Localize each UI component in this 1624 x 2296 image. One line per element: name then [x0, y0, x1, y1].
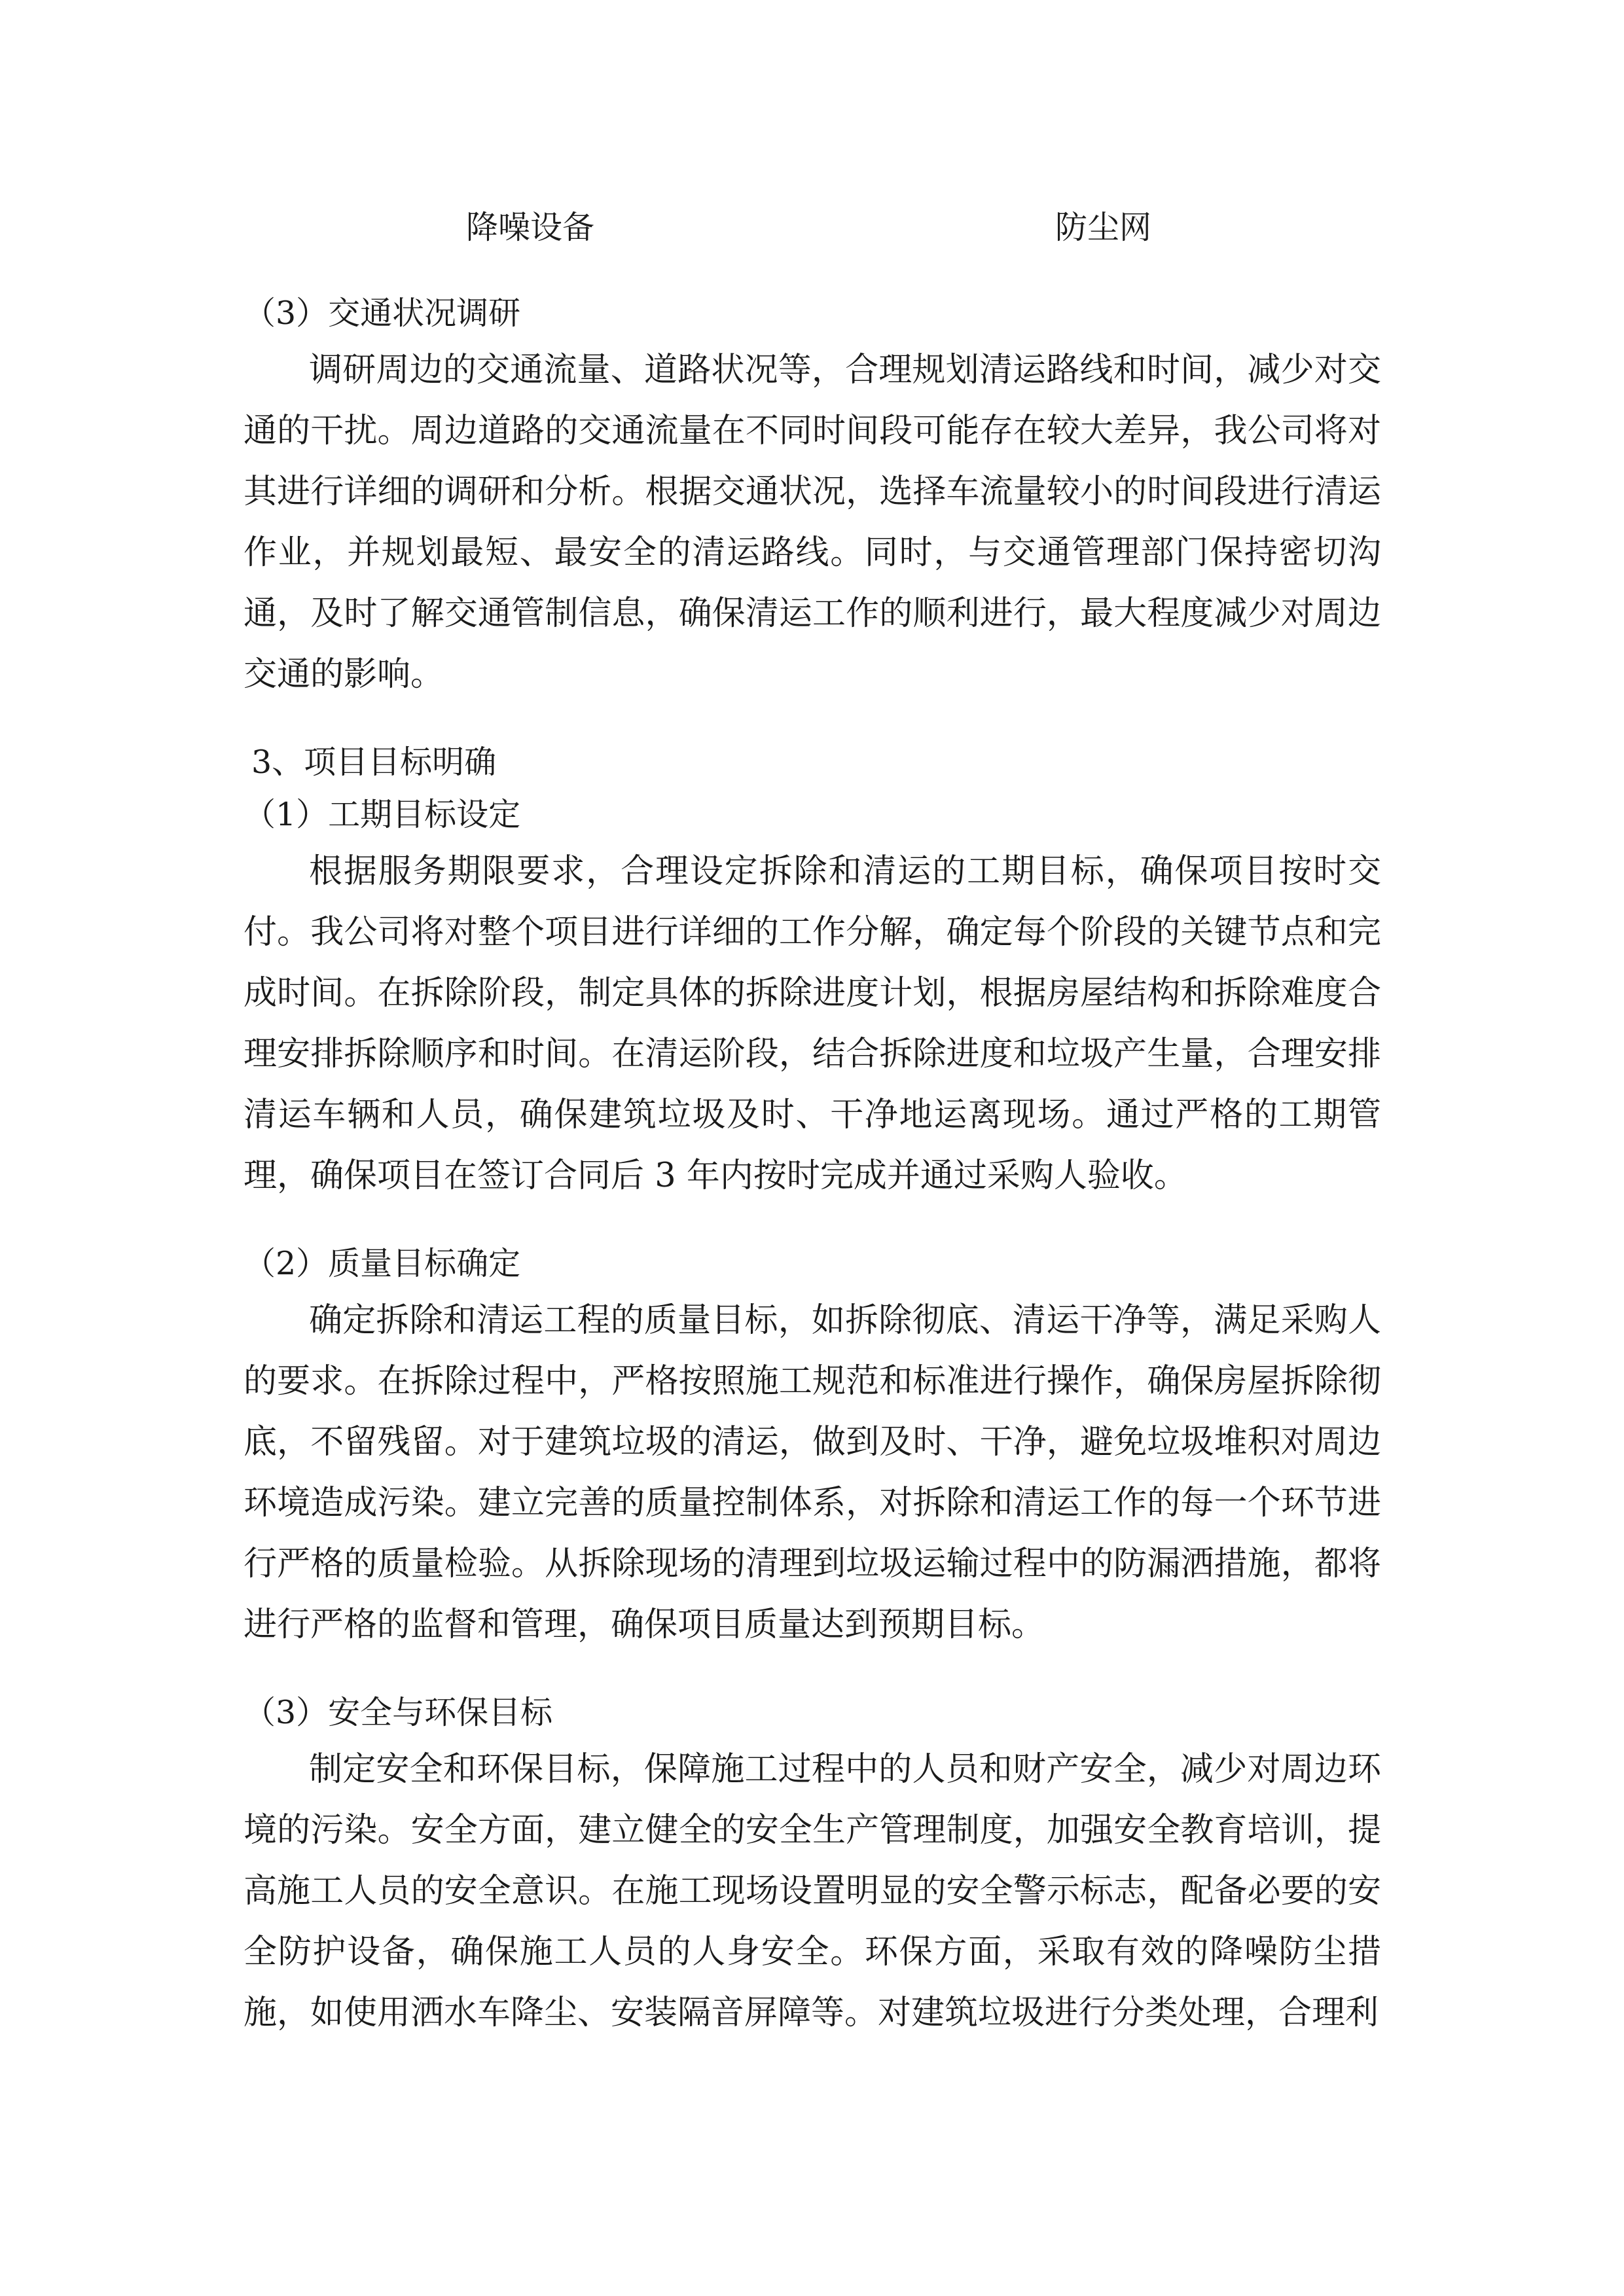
- image-caption-noise-equipment: 降噪设备: [466, 209, 595, 246]
- heading-quality-goal: （2）质量目标确定: [244, 1245, 521, 1282]
- heading-safety-environment-goal: （3）安全与环保目标: [244, 1694, 553, 1731]
- image-caption-dust-net: 防尘网: [1055, 209, 1152, 246]
- heading-project-goals: 3、项目目标明确: [251, 744, 497, 781]
- document-body: [244, 284, 1381, 2043]
- paragraph-schedule-goal: 根据服务期限要求，合理设定拆除和清运的工期目标，确保项目按时交付。我公司将对整个项目进行详细的工作分解，确定每个阶段的关键节点和完成时间。在拆除阶段，制定具体的拆除进度计划，根据房屋结构和拆除难度合理安排拆除顺序和时间。在清运阶段，结合拆除进度和垃圾产生量，合理安排清运车辆和人员，确保建筑垃圾及时、干净地运离现场。通过严格的工期管理，确保项目在签订合同后 3 年内按时完成并通过采购人验收。: [244, 852, 1381, 1195]
- paragraph-traffic-survey: 调研周边的交通流量、道路状况等，合理规划清运路线和时间，减少对交通的干扰。周边道路的交通流量在不同时间段可能存在较大差异，我公司将对其进行详细的调研和分析。根据交通状况，选择车流量较小的时间段进行清运作业，并规划最短、最安全的清运路线。同时，与交通管理部门保持密切沟通，及时了解交通管制信息，确保清运工作的顺利进行，最大程度减少对周边交通的影响。: [244, 351, 1381, 694]
- heading-schedule-goal: （1）工期目标设定: [244, 796, 521, 833]
- heading-traffic-survey: （3）交通状况调研: [244, 295, 521, 332]
- paragraph-safety-environment-goal: 制定安全和环保目标，保障施工过程中的人员和财产安全，减少对周边环境的污染。安全方面，建立健全的安全生产管理制度，加强安全教育培训，提高施工人员的安全意识。在施工现场设置明显的安全警示标志，配备必要的安全防护设备，确保施工人员的人身安全。环保方面，采取有效的降噪防尘措施，如使用洒水车降尘、安装隔音屏障等。对建筑垃圾进行分类处理，合理利: [244, 1750, 1381, 2032]
- paragraph-quality-goal: 确定拆除和清运工程的质量目标，如拆除彻底、清运干净等，满足采购人的要求。在拆除过程中，严格按照施工规范和标准进行操作，确保房屋拆除彻底，不留残留。对于建筑垃圾的清运，做到及时、干净，避免垃圾堆积对周边环境造成污染。建立完善的质量控制体系，对拆除和清运工作的每一个环节进行严格的质量检验。从拆除现场的清理到垃圾运输过程中的防漏洒措施，都将进行严格的监督和管理，确保项目质量达到预期目标。: [244, 1301, 1381, 1644]
